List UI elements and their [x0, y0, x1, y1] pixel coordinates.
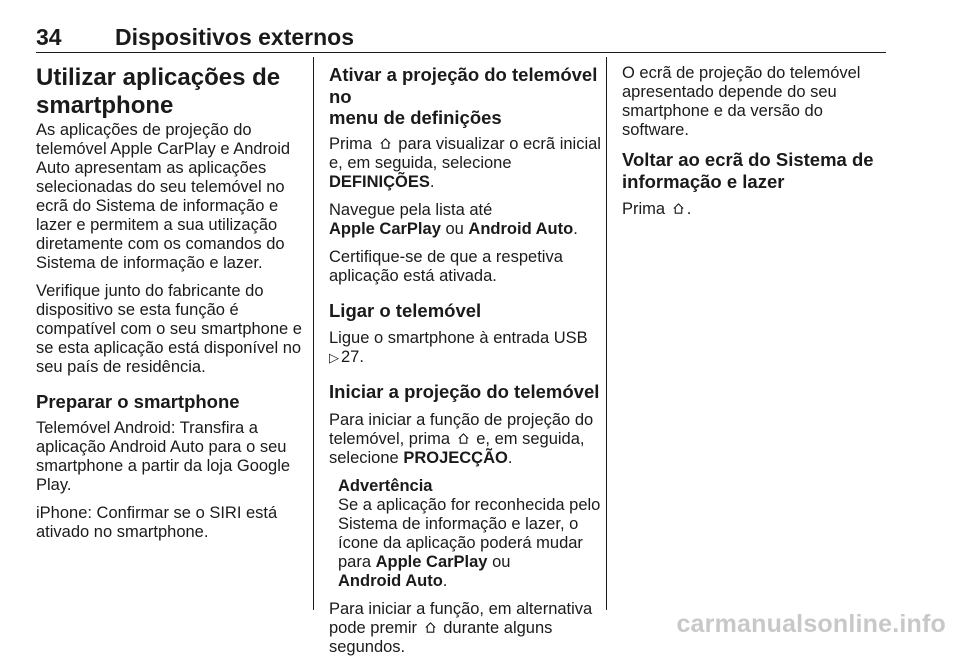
text-line: aplicação está ativada.: [329, 266, 497, 285]
android-auto-label: Android Auto: [468, 219, 574, 238]
text-line: aplicação Android Auto para o seu: [36, 437, 287, 456]
text-line: Verifique junto do fabricante do: [36, 282, 264, 300]
heading-line: menu de definições: [329, 107, 502, 128]
text-line: dispositivo se esta função é: [36, 301, 239, 319]
home-icon: [379, 137, 392, 150]
text-line: Para iniciar a função, em alternativa: [329, 599, 593, 618]
subheading-start: Iniciar a projeção do telemóvel: [329, 381, 600, 402]
text: para: [338, 552, 376, 571]
punctuation: .: [573, 219, 578, 238]
text: Prima: [329, 134, 373, 153]
heading-line: Ativar a projeção do telemóvel no: [329, 64, 598, 107]
text-line: Telemóvel Android: Transfira a: [36, 418, 258, 437]
text: ou: [440, 219, 469, 238]
settings-label: DEFINIÇÕES: [329, 172, 430, 191]
android-paragraph: [36, 419, 306, 495]
column-divider-2: [606, 57, 607, 610]
text: selecione: [329, 448, 404, 467]
text-line: Para iniciar a função de projeção do: [329, 410, 594, 429]
text-line: ícone da aplicação poderá mudar: [338, 533, 583, 552]
connect-paragraph: [329, 329, 601, 367]
home-icon: [457, 432, 470, 445]
column-1: [36, 64, 306, 551]
text-line: Certifique-se de que a respetiva: [329, 247, 563, 266]
text-line: iPhone: Confirmar se o SIRI está: [36, 503, 278, 522]
note-title: Advertência: [338, 476, 433, 495]
section-heading: [36, 64, 306, 120]
text-line: diretamente com os comandos do: [36, 235, 285, 253]
text-line: ativado no smartphone.: [36, 522, 209, 541]
punctuation: .: [442, 571, 448, 590]
start-paragraph: [329, 411, 601, 468]
text-line: compatível com o seu smartphone e: [36, 320, 302, 338]
punctuation: .: [429, 172, 435, 191]
page-reference: 27.: [341, 348, 364, 366]
text-line: se esta aplicação está disponível no: [36, 339, 302, 357]
text-line: As aplicações de projeção do: [36, 121, 252, 139]
projection-label: PROJECÇÃO: [403, 448, 508, 467]
heading-line: informação e lazer: [622, 170, 785, 192]
subheading-activate: [329, 64, 601, 129]
text-line: Ligue o smartphone à entrada USB: [329, 329, 588, 347]
chapter-title: Dispositivos externos: [115, 24, 355, 50]
page-number: 34: [36, 24, 62, 50]
press-home-paragraph: [329, 135, 601, 192]
column-2: [329, 64, 601, 666]
text-line: seu país de residência.: [36, 358, 206, 376]
section-heading-line-1: Utilizar aplicações de: [36, 64, 281, 91]
text-line: apresentado depende do seu: [622, 83, 837, 101]
text-line: Play.: [36, 475, 72, 494]
home-icon: [424, 621, 437, 634]
text-line: ecrã do Sistema de informação e: [36, 197, 279, 215]
text: pode premir: [329, 618, 418, 637]
text-line: lazer e permitem a sua utilização: [36, 216, 278, 234]
text-line: Navegue pela lista até: [329, 200, 493, 219]
text-line: e, em seguida, selecione: [329, 153, 512, 172]
section-heading-line-2: smartphone: [36, 92, 174, 119]
return-paragraph: [622, 200, 890, 219]
header-rule: [36, 52, 886, 53]
note-box: [338, 477, 601, 591]
text-line: Sistema de informação e lazer, o: [338, 514, 579, 533]
android-auto-label: Android Auto: [338, 571, 443, 590]
iphone-paragraph: [36, 504, 306, 542]
compatibility-paragraph: [36, 282, 306, 377]
apple-carplay-label: Apple CarPlay: [375, 552, 488, 571]
punctuation: .: [507, 448, 513, 467]
intro-paragraph: [36, 121, 306, 273]
text: ou: [487, 552, 511, 571]
text: e, em seguida,: [476, 429, 585, 448]
page-reference-arrow-icon: ▷: [329, 350, 339, 365]
home-icon: [672, 202, 685, 215]
ensure-paragraph: [329, 248, 601, 286]
column-3: [622, 64, 890, 228]
subheading-connect: Ligar o telemóvel: [329, 299, 482, 321]
text-line: telemóvel Apple CarPlay e Android: [36, 140, 291, 158]
text-line: selecionadas do seu telemóvel no: [36, 178, 285, 196]
text-line: smartphone e da versão do software.: [622, 102, 823, 139]
text-line: Sistema de informação e lazer.: [36, 254, 263, 272]
punctuation: .: [686, 200, 692, 218]
column-divider-1: [313, 57, 314, 610]
subheading-return: [622, 149, 890, 192]
apple-carplay-label: Apple CarPlay: [329, 219, 441, 238]
watermark: carmanualsonline.info: [676, 610, 946, 638]
heading-line: Voltar ao ecrã do Sistema de: [622, 149, 874, 170]
text: durante alguns: [443, 618, 553, 637]
text-line: segundos.: [329, 637, 406, 656]
subheading-prepare: Preparar o smartphone: [36, 391, 240, 412]
alternative-paragraph: [329, 600, 601, 657]
navigate-paragraph: [329, 201, 601, 239]
text: telemóvel, prima: [329, 429, 451, 448]
text: Prima: [622, 200, 666, 218]
text-line: O ecrã de projeção do telemóvel: [622, 64, 861, 82]
text-line: Se a aplicação for reconhecida pelo: [338, 495, 601, 514]
display-paragraph: [622, 64, 890, 140]
text-line: Auto apresentam as aplicações: [36, 159, 267, 177]
page-header: [36, 24, 886, 52]
text: para visualizar o ecrã inicial: [398, 134, 601, 153]
text-line: smartphone a partir da loja Google: [36, 456, 291, 475]
